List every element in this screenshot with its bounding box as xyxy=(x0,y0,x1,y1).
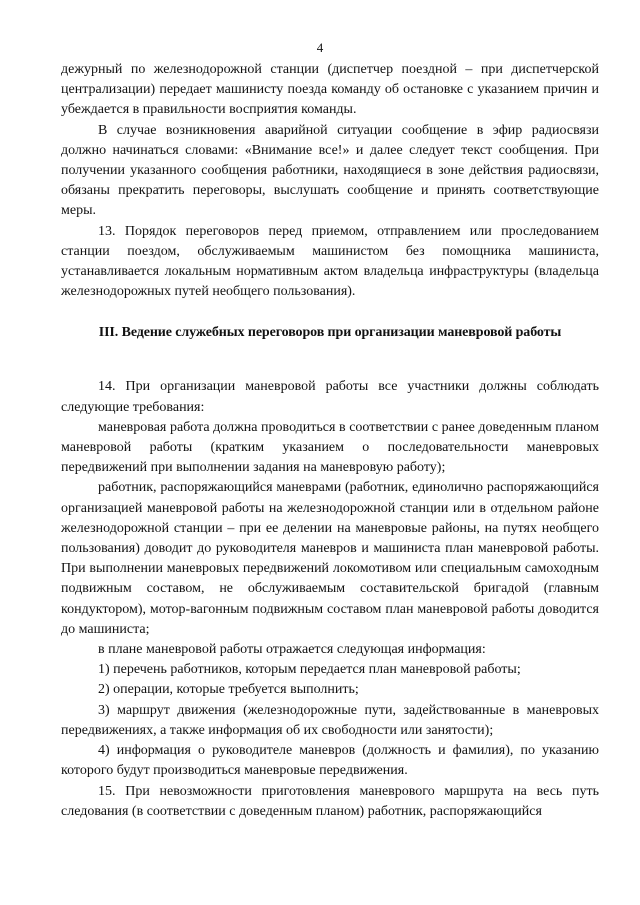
paragraph: в плане маневровой работы отражается следующая информация: xyxy=(98,642,486,658)
paragraph: маневровая работа должна проводиться в соответствии с ранее доведенным планом маневровой работы (кратким указанием о последовательности маневровых передвижений при выполнении задания на маневровую работу); xyxy=(61,419,599,476)
list-item: 1) перечень работников, которым передается план маневровой работы; xyxy=(98,662,521,678)
list-item: 2) операции, которые требуется выполнить; xyxy=(98,682,359,698)
paragraph: 15. При невозможности приготовления маневрового маршрута на весь путь следования (в соответствии с доведенным планом) работник, распоряжающийся xyxy=(61,783,599,819)
document-body xyxy=(61,60,599,822)
paragraph: 13. Порядок переговоров перед приемом, отправлением или проследованием станции поездом, обслуживаемым машинистом без помощника машиниста, устанавливается локальным нормативным актом владельца инфраструктуры (владельца железнодорожных путей необщего пользования). xyxy=(61,223,599,300)
paragraph: 14. При организации маневровой работы все участники должны соблюдать следующие требования: xyxy=(61,379,599,415)
paragraph: В случае возникновения аварийной ситуации сообщение в эфир радиосвязи должно начинаться словами: «Внимание все!» и далее следует текст сообщения. При получении указанного сообщения работники, находящиеся в зоне действия радиосвязи, обязаны прекратить переговоры, выслушать сообщение и принять соответствующие меры. xyxy=(61,122,599,219)
list-item: 3) маршрут движения (железнодорожные пути, задействованные в маневровых передвижениях, а также информация об их свободности или занятости); xyxy=(61,702,599,738)
page-number: 4 xyxy=(316,40,324,55)
section-heading: III. Ведение служебных переговоров при организации маневровой работы xyxy=(98,325,562,341)
paragraph: дежурный по железнодорожной станции (диспетчер поездной – при диспетчерской централизации) передает машинисту поезда команду об остановке с указанием причин и убеждается в правильности восприятия команды. xyxy=(61,62,599,118)
paragraph: работник, распоряжающийся маневрами (работник, единолично распоряжающийся организацией маневровой работы на железнодорожной станции или в отдельном районе железнодорожной станции – при ее делении на маневровые районы, на путях необщего пользования) доводит до руководителя маневров и машиниста план маневровой работы. При выполнении маневровых передвижений локомотивом или специальным самоходным подвижным составом, не обслуживаемым составительской бригадой (главным кондуктором), мотор-вагонным подвижным составом план маневровой работы доводится до машиниста; xyxy=(61,480,599,637)
list-item: 4) информация о руководителе маневров (должность и фамилия), по указанию которого будут производиться маневровые передвижения. xyxy=(61,743,599,779)
